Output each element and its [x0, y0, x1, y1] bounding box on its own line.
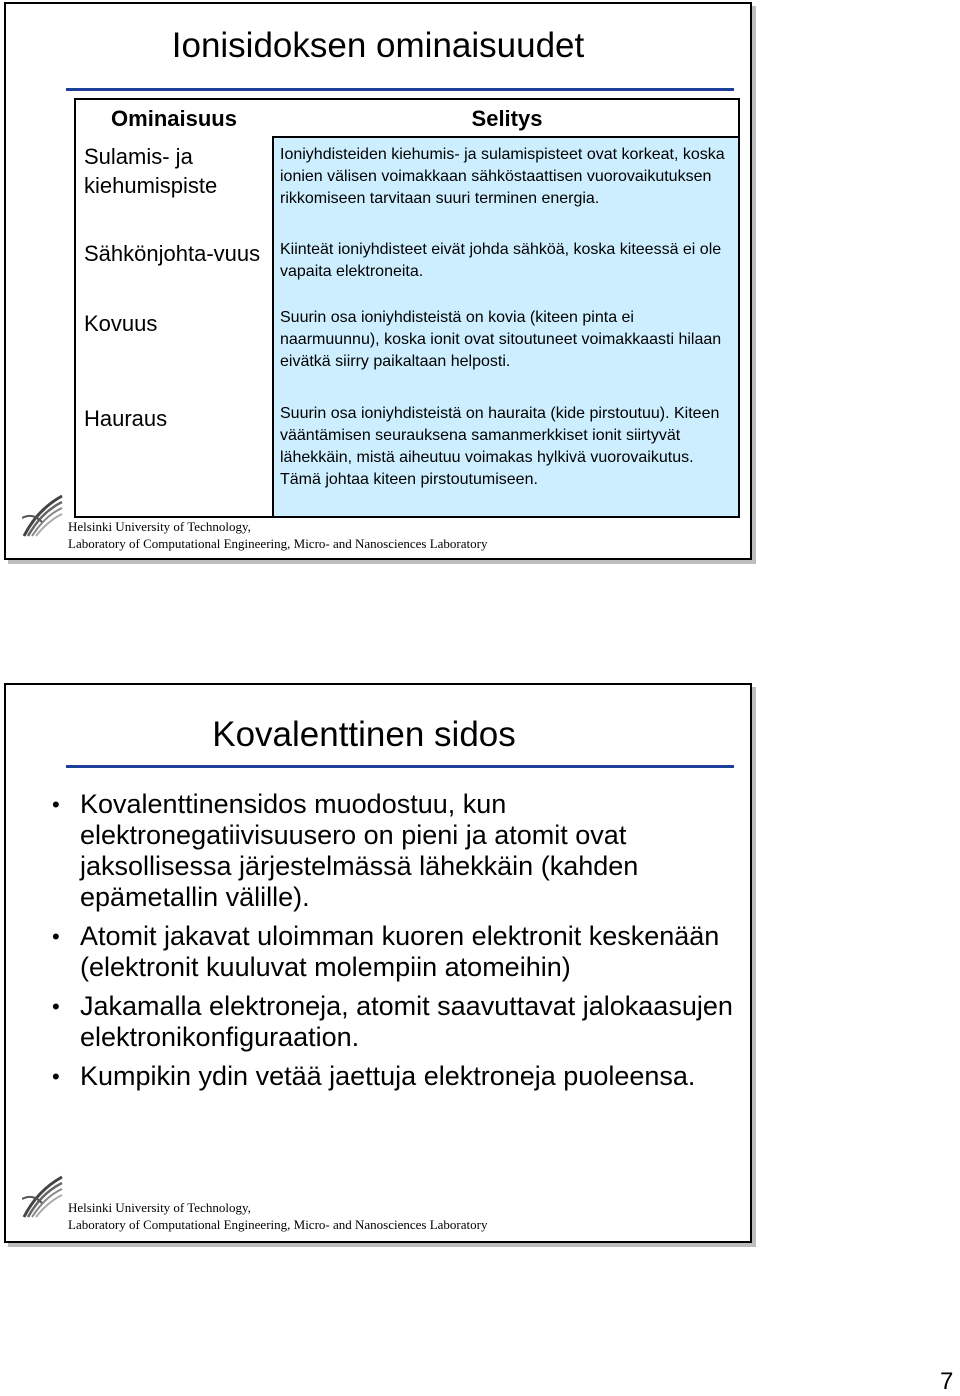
- bullet-item: [46, 921, 736, 983]
- footer-laboratory: Laboratory of Computational Engineering, Micro- and Nanosciences Laboratory: [68, 1217, 488, 1232]
- property-melting-boiling-point: Sulamis- ja kiehumispiste: [84, 144, 218, 198]
- property-hardness: Kovuus: [84, 311, 158, 336]
- bullet-text: Atomit jakavat uloimman kuoren elektronit keskenään (elektronit kuuluvat molempiin atomeihin): [80, 921, 720, 982]
- explanation-melting-boiling-point: Ioniyhdisteiden kiehumis- ja sulamispisteet ovat korkeat, koska ionien välisen voimakkaan sähköstaattisen vuorovaikutuksen rikkomiseen tarvitaan suuri terminen energia.: [280, 146, 725, 207]
- title-rule: [66, 88, 734, 91]
- footer-university: Helsinki University of Technology,: [68, 1200, 251, 1215]
- page-number: 7: [940, 1368, 954, 1395]
- footer-laboratory: Laboratory of Computational Engineering, Micro- and Nanosciences Laboratory: [68, 536, 488, 551]
- university-logo-icon: [22, 1173, 66, 1221]
- title-rule: [66, 765, 734, 768]
- bullet-item: [46, 789, 736, 913]
- bullet-text: Jakamalla elektroneja, atomit saavuttavat jalokaasujen elektronikonfiguraation.: [80, 991, 733, 1052]
- bullet-text: Kumpikin ydin vetää jaettuja elektroneja puoleensa.: [80, 1061, 696, 1091]
- property-conductivity: Sähkönjohta-vuus: [84, 241, 261, 266]
- explanation-hardness: Suurin osa ioniyhdisteistä on kovia (kiteen pinta ei naarmuunnu), koska ionit ovat sitoutuneet voimakkaasti hilaan eivätkä siirry paikaltaan helposti.: [280, 309, 722, 370]
- bullet-dot-icon: •: [52, 1064, 60, 1089]
- property-table: [74, 98, 740, 518]
- bullet-item: [46, 1061, 736, 1092]
- bullet-list: [46, 789, 736, 1100]
- property-brittleness: Hauraus: [84, 406, 168, 431]
- bullet-dot-icon: •: [52, 924, 60, 949]
- bullet-dot-icon: •: [52, 994, 60, 1019]
- footer-university: Helsinki University of Technology,: [68, 519, 251, 534]
- bullet-text: Kovalenttinensidos muodostuu, kun elektronegatiivisuusero on pieni ja atomit ovat jaksollisessa järjestelmässä lähekkäin (kahden epämetallin välille).: [80, 789, 639, 912]
- bullet-item: [46, 991, 736, 1053]
- column-header-explanation: Selitys: [471, 106, 543, 131]
- explanation-brittleness: Suurin osa ioniyhdisteistä on hauraita (kide pirstoutuu). Kiteen vääntämisen seurauksena samanmerkkiset ionit siirtyvät lähekkäin, mistä aiheutuu voimakas hylkivä vuorovaikutus. Tämä johtaa kiteen pirstoutumiseen.: [280, 405, 720, 488]
- university-logo-icon: [22, 492, 66, 540]
- explanation-conductivity: Kiinteät ioniyhdisteet eivät johda sähköä, koska kiteessä ei ole vapaita elektroneita.: [280, 241, 722, 280]
- slide-title: Kovalenttinen sidos: [212, 715, 516, 754]
- slide-kovalenttinen-sidos: [4, 683, 752, 1243]
- slide-ionisidoksen-ominaisuudet: [4, 2, 752, 560]
- bullet-dot-icon: •: [52, 792, 60, 817]
- slide-title: Ionisidoksen ominaisuudet: [171, 26, 585, 65]
- column-header-property: Ominaisuus: [111, 106, 237, 131]
